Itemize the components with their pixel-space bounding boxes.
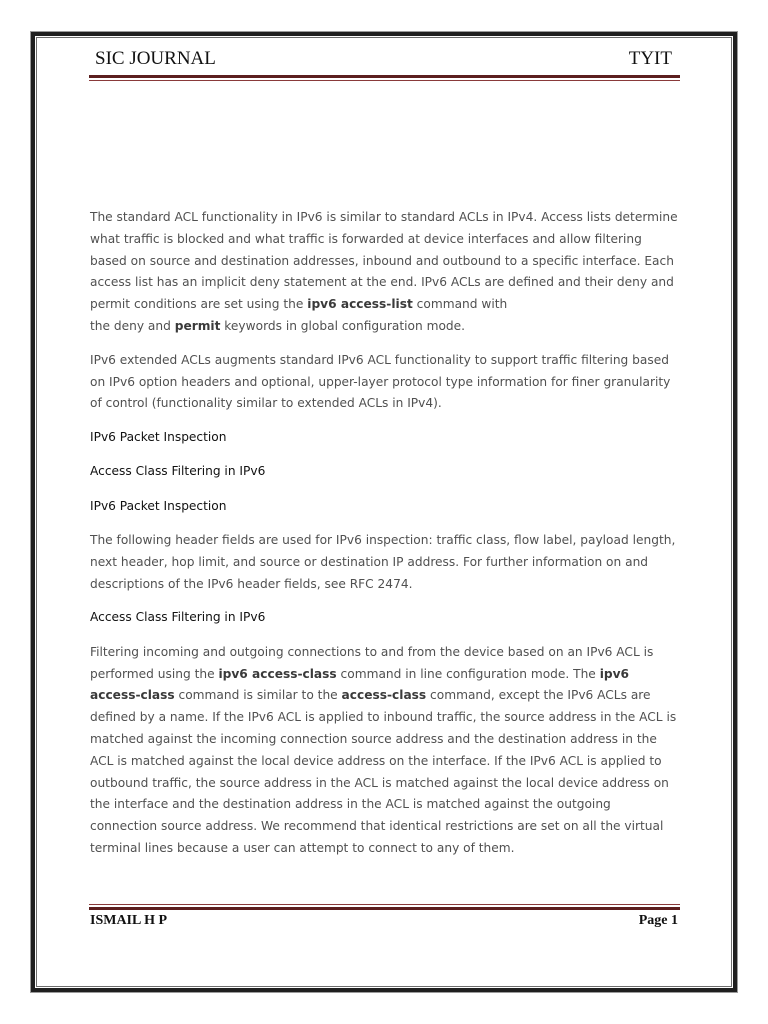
page-content [90,207,680,872]
footer-rule-thick [89,907,680,910]
heading-access-class-filtering-2: Access Class Filtering in IPv6 [90,610,266,625]
paragraph-header-fields: The following header fields are used for IPv6 inspection: traffic class, flow label, payload length, next header, hop limit, and source or destination IP address. For further information on and descriptions of the IPv6 header fields, see RFC 2474. [90,533,676,591]
footer-rule-thin [89,904,680,905]
footer-page-number: Page 1 [638,913,678,928]
heading-packet-inspection: IPv6 Packet Inspection [90,430,227,445]
header-course: TYIT [628,48,672,69]
header-rule-thick [89,75,680,78]
heading-packet-inspection-2: IPv6 Packet Inspection [90,498,227,513]
paragraph-extended-acl: IPv6 extended ACLs augments standard IPv6 ACL functionality to support traffic filtering based on IPv6 option headers and optional, upper-layer protocol type information for finer granularity of control (functionality similar to extended ACLs in IPv4). [90,352,671,411]
footer-author: ISMAIL H P [90,913,168,928]
paragraph-access-class: Filtering incoming and outgoing connections to and from the device based on an IPv6 ACL is performed using the ipv6 access-class command in line configuration mode. The ipv6 access-class command is similar to the access-class command, except the IPv6 ACLs are defined by a name. If the IPv6 ACL is applied to inbound traffic, the source address in the ACL is matched against the incoming connection source address and the destination address in the ACL is matched against the local device address on the interface. If the IPv6 ACL is applied to outbound traffic, the source address in the ACL is matched against the local device address on the interface and the destination address in the ACL is matched against the outgoing connection source address. We recommend that identical restrictions are set on all the virtual terminal lines because a user can attempt to connect to any of them. [90,644,677,855]
header-journal-title: SIC JOURNAL [95,48,216,69]
paragraph-standard-acl: The standard ACL functionality in IPv6 is similar to standard ACLs in IPv4. Access lists determine what traffic is blocked and what traffic is forwarded at device interfaces and allow filtering based on source and destination addresses, inbound and outbound to a specific interface. Each access list has an implicit deny statement at the end. IPv6 ACLs are defined and their deny and permit conditions are set using the ipv6 access-list command with the deny and permit keywords in global configuration mode. [90,210,678,333]
header-rule-thin [89,80,680,81]
heading-access-class-filtering: Access Class Filtering in IPv6 [90,464,266,479]
